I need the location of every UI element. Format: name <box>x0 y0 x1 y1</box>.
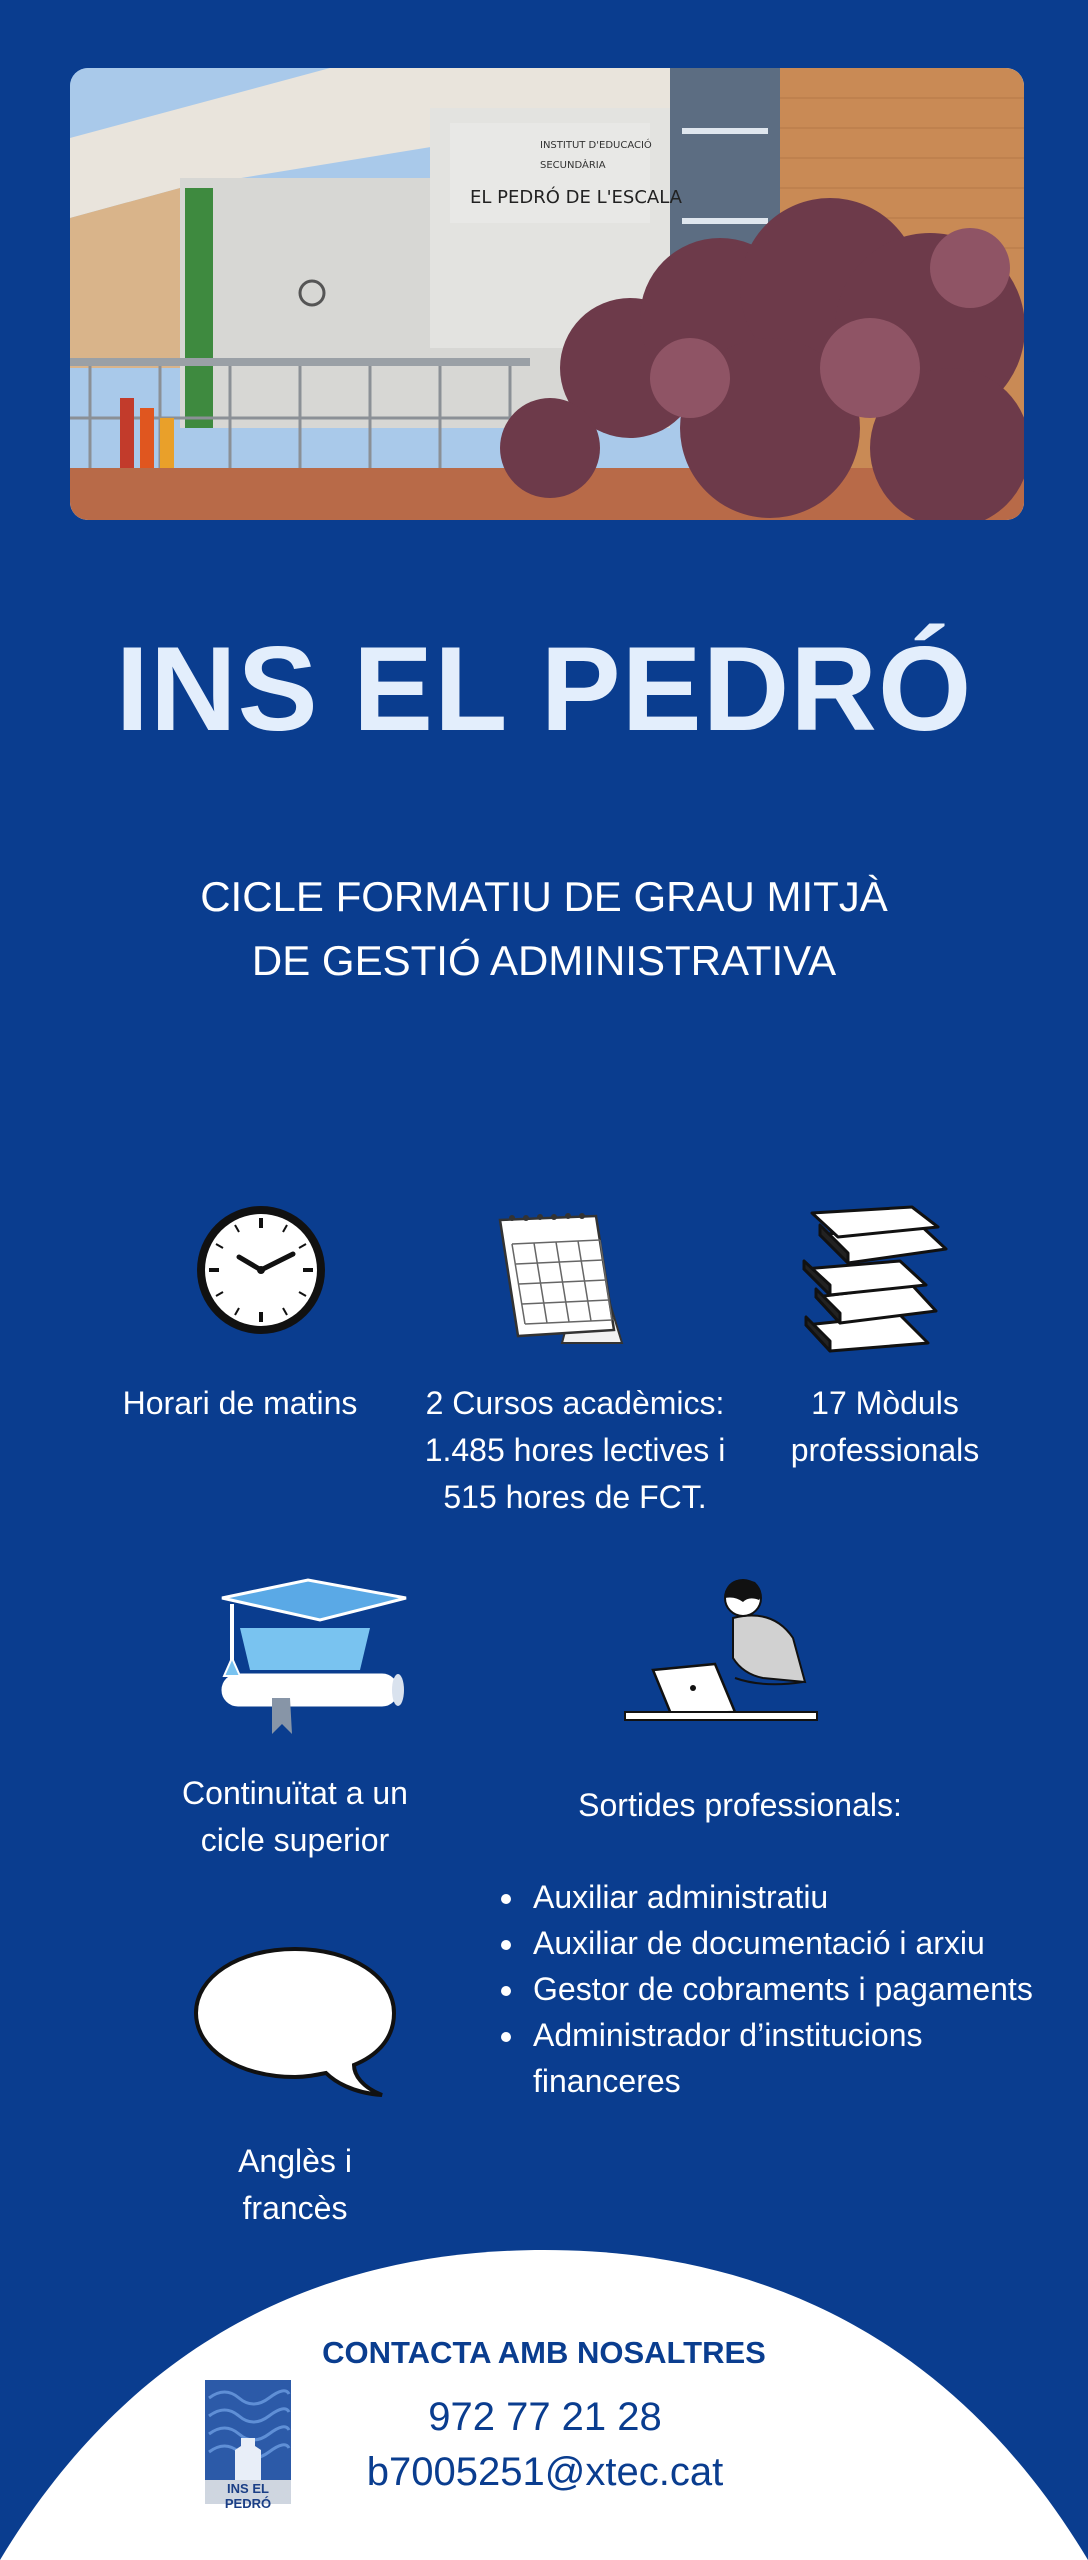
subtitle-line-2: DE GESTIÓ ADMINISTRATIVA <box>251 937 837 984</box>
feature-moduls-line-2: professionals <box>790 1432 980 1468</box>
sortides-heading: Sortides professionals: <box>578 1787 902 1823</box>
books-icon <box>800 1205 952 1355</box>
contact-phone[interactable]: 972 77 21 28 <box>428 2395 662 2439</box>
feature-moduls <box>770 1380 1000 1474</box>
clock-icon <box>193 1202 329 1338</box>
graduation-cap-icon <box>210 1578 410 1738</box>
contact-email[interactable]: b7005251@xtec.cat <box>366 2450 724 2494</box>
speech-bubble-icon <box>192 1945 398 2097</box>
hero-photo <box>70 68 1024 520</box>
feature-cursos-line-2: 1.485 hores lectives i <box>424 1432 726 1468</box>
svg-text:INSTITUT D'EDUCACIÓ: INSTITUT D'EDUCACIÓ <box>540 140 652 151</box>
page-title: INS EL PEDRÓ <box>115 622 973 756</box>
contact-heading: CONTACTA AMB NOSALTRES <box>322 2335 766 2370</box>
person-laptop-icon <box>623 1578 821 1724</box>
feature-continuitat-line-2: cicle superior <box>200 1822 390 1858</box>
subtitle-line-1: CICLE FORMATIU DE GRAU MITJÀ <box>200 873 888 920</box>
calendar-icon <box>490 1208 632 1350</box>
school-building-image <box>70 68 1024 520</box>
list-item: • Auxiliar administratiu <box>527 1874 1067 1920</box>
feature-horari-label: Horari de matins <box>122 1385 358 1421</box>
school-logo-text: INS EL PEDRÓ <box>224 2481 272 2511</box>
svg-text:EL PEDRÓ DE L'ESCALA: EL PEDRÓ DE L'ESCALA <box>470 187 682 208</box>
feature-angles-line-1: Anglès i <box>238 2143 352 2179</box>
feature-cursos-line-3: 515 hores de FCT. <box>443 1479 707 1515</box>
feature-continuitat-line-1: Continuïtat a un <box>182 1775 408 1811</box>
list-item: • Gestor de cobraments i pagaments <box>527 1966 1067 2012</box>
feature-horari <box>95 1380 385 1427</box>
feature-angles <box>150 2138 440 2232</box>
feature-continuitat <box>150 1770 440 1864</box>
subtitle <box>0 865 1088 993</box>
feature-angles-line-2: francès <box>242 2190 348 2226</box>
feature-cursos <box>405 1380 745 1521</box>
feature-moduls-line-1: 17 Mòduls <box>811 1385 959 1421</box>
list-item: • Administrador d’institucions financeres <box>527 2012 1067 2104</box>
sortides-list <box>495 1874 1067 2104</box>
svg-text:SECUNDÀRIA: SECUNDÀRIA <box>540 160 606 171</box>
list-item: • Auxiliar de documentació i arxiu <box>527 1920 1067 1966</box>
feature-cursos-line-1: 2 Cursos acadèmics: <box>425 1385 725 1421</box>
